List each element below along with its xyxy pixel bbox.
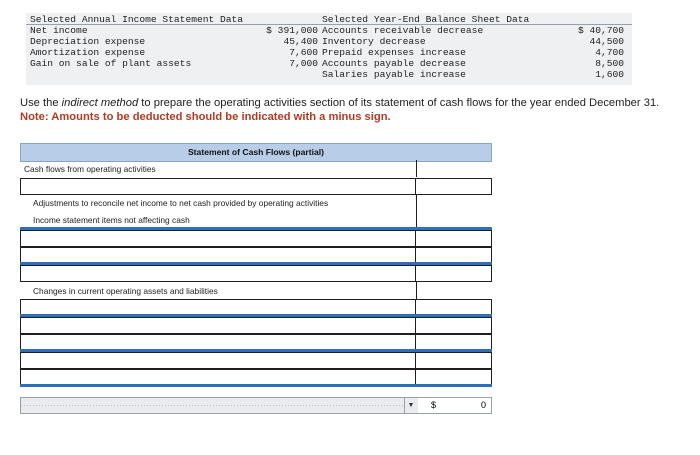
entry-amount-input[interactable] bbox=[418, 300, 491, 315]
balance-value-prepaid: 4,700 bbox=[595, 47, 624, 58]
instruction-note: Note: Amounts to be deducted should be indicated with a minus sign. bbox=[20, 111, 391, 123]
income-label-net-income: Net income bbox=[30, 25, 88, 36]
balance-label-prepaid: Prepaid expenses increase bbox=[322, 47, 466, 58]
given-data-table bbox=[26, 13, 632, 85]
section-adjustments-text: Adjustments to reconcile net income to net cash provided by operating activities bbox=[33, 198, 329, 208]
total-currency: $ bbox=[431, 400, 437, 410]
instruction-method: indirect method bbox=[61, 97, 139, 109]
balance-value-inventory: 44,500 bbox=[589, 36, 624, 47]
total-label-dropdown[interactable] bbox=[21, 398, 405, 413]
section-divider bbox=[20, 384, 492, 387]
income-value-net-income: $ 391,000 bbox=[266, 25, 318, 36]
section-cash-flows-label bbox=[20, 162, 490, 176]
entry-row bbox=[20, 230, 492, 247]
entry-description-input[interactable] bbox=[21, 266, 416, 281]
section-changes-label bbox=[20, 284, 490, 298]
entry-row bbox=[20, 178, 492, 195]
balance-label-ar: Accounts receivable decrease bbox=[322, 25, 484, 36]
column-divider bbox=[416, 282, 417, 299]
entry-row bbox=[20, 265, 492, 282]
balance-value-ar: $ 40,700 bbox=[577, 25, 624, 36]
entry-description-input[interactable] bbox=[21, 318, 416, 333]
instructions bbox=[20, 96, 700, 124]
entry-row bbox=[20, 317, 492, 334]
entry-description-input[interactable] bbox=[21, 300, 416, 315]
entry-description-input[interactable] bbox=[21, 353, 416, 368]
entry-row bbox=[20, 352, 492, 369]
column-divider bbox=[416, 160, 417, 177]
income-value-depreciation: 45,400 bbox=[283, 36, 318, 47]
income-value-amortization: 7,600 bbox=[289, 47, 318, 58]
section-income-items-label bbox=[20, 213, 490, 227]
instruction-part2: to prepare the operating activities section of its statement of cash flows for the year ended December 31. bbox=[138, 97, 660, 109]
section-changes-text: Changes in current operating assets and liabilities bbox=[33, 286, 218, 296]
section-adjustments-label bbox=[20, 196, 490, 210]
balance-label-inventory: Inventory decrease bbox=[322, 36, 426, 47]
entry-amount-input[interactable] bbox=[418, 353, 491, 368]
entry-description-input[interactable] bbox=[21, 231, 416, 246]
entry-description-input[interactable] bbox=[21, 370, 416, 385]
income-statement-header: Selected Annual Income Statement Data bbox=[30, 14, 244, 25]
balance-label-ap: Accounts payable decrease bbox=[322, 58, 466, 69]
entry-amount-input[interactable] bbox=[418, 318, 491, 333]
section-income-items-text: Income statement items not affecting cash bbox=[33, 215, 190, 225]
worksheet-title: Statement of Cash Flows (partial) bbox=[20, 143, 492, 162]
entry-amount-input[interactable] bbox=[418, 179, 491, 194]
column-divider bbox=[416, 194, 417, 229]
income-label-gain: Gain on sale of plant assets bbox=[30, 58, 192, 69]
entry-description-input[interactable] bbox=[21, 335, 416, 350]
entry-description-input[interactable] bbox=[21, 179, 416, 194]
total-value: 0 bbox=[480, 400, 486, 410]
instruction-part1: Use the bbox=[20, 97, 62, 109]
entry-amount-input[interactable] bbox=[418, 370, 491, 385]
triangle-down-icon[interactable]: ▼ bbox=[407, 402, 415, 409]
income-label-depreciation: Depreciation expense bbox=[30, 36, 146, 47]
income-label-amortization: Amortization expense bbox=[30, 47, 146, 58]
entry-amount-input[interactable] bbox=[418, 335, 491, 350]
entry-amount-input[interactable] bbox=[418, 248, 491, 263]
total-amount-cell bbox=[418, 398, 491, 413]
entry-amount-input[interactable] bbox=[418, 231, 491, 246]
income-value-gain: 7,000 bbox=[289, 58, 318, 69]
balance-sheet-header: Selected Year-End Balance Sheet Data bbox=[322, 14, 530, 25]
statement-worksheet bbox=[20, 143, 492, 419]
balance-value-ap: 8,500 bbox=[595, 58, 624, 69]
total-row bbox=[20, 397, 492, 414]
instruction-text bbox=[20, 96, 700, 110]
balance-value-salaries: 1,600 bbox=[595, 69, 624, 80]
section-cash-flows-text: Cash flows from operating activities bbox=[24, 164, 156, 174]
entry-description-input[interactable] bbox=[21, 248, 416, 263]
entry-amount-input[interactable] bbox=[418, 266, 491, 281]
balance-label-salaries: Salaries payable increase bbox=[322, 69, 466, 80]
